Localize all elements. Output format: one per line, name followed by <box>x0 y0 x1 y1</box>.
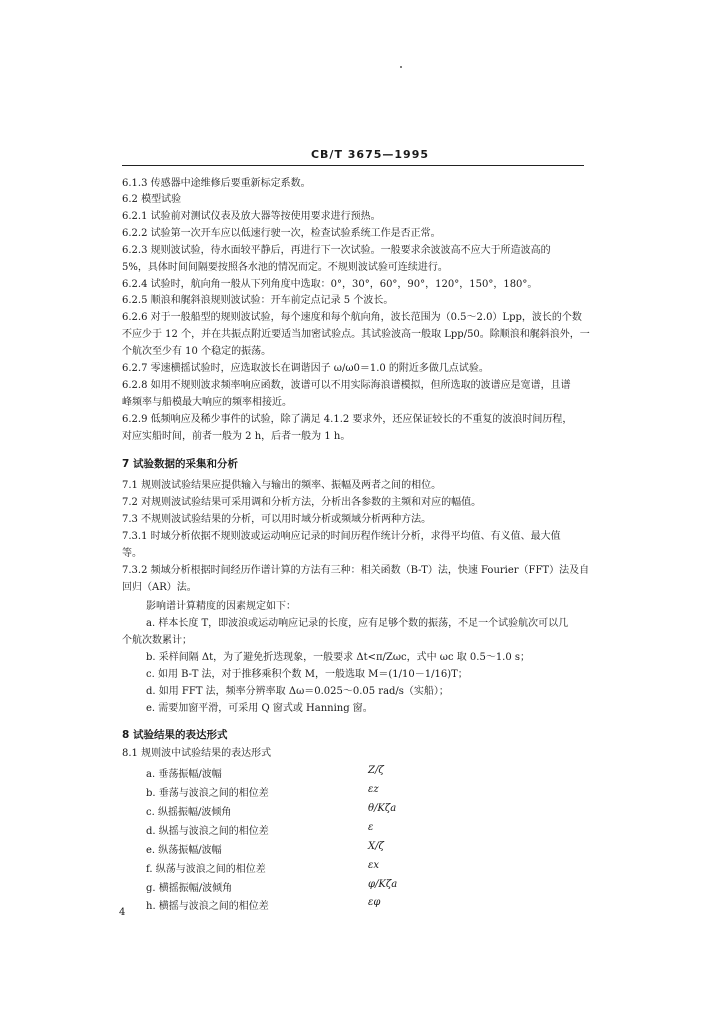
scan-speck <box>400 66 402 68</box>
text-line: 等。 <box>122 548 142 559</box>
list-item-continuation: 个航次数累计； <box>122 635 192 646</box>
result-item-symbol: φ/Kζa <box>368 879 398 890</box>
text-line: 7.3.2 频域分析根据时间经历作谱计算的方法有三种：相关函数（B-T）法，快速 Fourier（FFT）法及自 <box>122 565 590 576</box>
result-item-label: e. 纵荡振幅/波幅 <box>146 845 222 856</box>
text-line: 6.2.4 试验时，航向角一般从下列角度中选取：0°，30°，60°，90°，120°，150°，180°。 <box>122 279 538 290</box>
list-item: c. 如用 B-T 法，对于推移乘积个数 M，一般选取 M＝(1/10－1/16)T； <box>146 669 468 680</box>
text-line: 7.2 对规则波试验结果可采用调和分析方法，分析出各参数的主频和对应的幅值。 <box>122 497 482 508</box>
result-item-symbol: εφ <box>368 897 381 908</box>
result-item-symbol: εx <box>368 860 380 871</box>
text-line: 7.3.1 时域分析依据不规则波或运动响应记录的时间历程作统计分析，求得平均值、有义值、最大值 <box>122 531 561 542</box>
text-line: 6.2.3 规则波试验，待水面较平静后，再进行下一次试验。一般要求余波波高不应大于所造波高的 <box>122 245 551 256</box>
result-item-symbol: Z/ζ <box>368 765 384 776</box>
section-7-heading: 7 试验数据的采集和分析 <box>122 458 238 470</box>
subsection-heading: 8.1 规则波中试验结果的表达形式 <box>122 748 272 759</box>
text-line: 6.2.2 试验第一次开车应以低速行驶一次，检查试验系统工作是否正常。 <box>122 228 441 239</box>
list-item: e. 需要加窗平滑，可采用 Q 窗式或 Hanning 窗。 <box>146 703 373 714</box>
result-item-label: b. 垂荡与波浪之间的相位差 <box>146 788 269 799</box>
result-item-symbol: θ/Kζa <box>368 803 397 814</box>
text-line: 不应少于 12 个，并在共振点附近要适当加密试验点。其试验波高一般取 Lpp/50。除顺浪和艉斜浪外，一 <box>122 329 590 340</box>
list-item: a. 样本长度 T，即波浪或运动响应记录的长度，应有足够个数的振荡，不足一个试验航次可以几 <box>146 618 569 629</box>
text-line: 7.1 规则波试验结果应提供输入与输出的频率、振幅及两者之间的相位。 <box>122 480 442 491</box>
text-line: 6.2.6 对于一般船型的规则波试验，每个速度和每个航向角，波长范围为（0.5～2.0）Lpp，波长的个数 <box>122 312 582 323</box>
list-item: d. 如用 FFT 法，频率分辨率取 Δω＝0.025～0.05 rad/s（实船）； <box>146 686 449 697</box>
text-line: 6.2.7 零速横摇试验时，应选取波长在调谐因子 ω/ω0＝1.0 的附近多做几点试验。 <box>122 363 489 374</box>
result-item-symbol: X/ζ <box>368 841 384 852</box>
text-line: 6.2.8 如用不规则波求频率响应函数，波谱可以不用实际海浪谱模拟，但所选取的波谱应是宽谱，且谱 <box>122 380 571 391</box>
text-line: 5%，具体时间间隔要按照各水池的情况而定。不规则波试验可连续进行。 <box>122 262 448 273</box>
text-line: 峰频率与船模最大响应的频率相接近。 <box>122 397 292 408</box>
text-line: 6.2.5 顺浪和艉斜浪规则波试验：开车前定点记录 5 个波长。 <box>122 295 394 306</box>
text-line: 回归（AR）法。 <box>122 582 197 593</box>
result-item-label: a. 垂荡振幅/波幅 <box>146 769 222 780</box>
section-8-heading: 8 试验结果的表达形式 <box>122 729 228 741</box>
result-item-label: g. 横摇振幅/波倾角 <box>146 883 233 894</box>
result-item-label: h. 横摇与波浪之间的相位差 <box>146 901 269 912</box>
text-line: 对应实船时间，前者一般为 2 h，后者一般为 1 h。 <box>122 431 351 442</box>
text-line: 6.2.9 低频响应及稀少事件的试验，除了满足 4.1.2 要求外，还应保证较长的不重复的波浪时间历程， <box>122 414 573 425</box>
result-item-label: d. 纵摇与波浪之间的相位差 <box>146 826 269 837</box>
list-item: b. 采样间隔 Δt，为了避免折迭现象，一般要求 Δt<π/Zωc，式中 ωc 取 0.5～1.0 s； <box>146 652 531 663</box>
result-item-label: c. 纵摇振幅/波倾角 <box>146 807 232 818</box>
result-item-label: f. 纵荡与波浪之间的相位差 <box>146 864 266 875</box>
text-line: 个航次至少有 10 个稳定的振荡。 <box>122 346 272 357</box>
result-item-symbol: εz <box>368 784 379 795</box>
page-number: 4 <box>119 907 126 918</box>
text-line: 影响谱计算精度的因素规定如下： <box>146 601 296 612</box>
text-line: 6.2.1 试验前对测试仪表及放大器等按使用要求进行预热。 <box>122 211 381 222</box>
page-header: CB/T 3675—1995 <box>310 148 430 161</box>
text-line: 6.2 模型试验 <box>122 194 182 205</box>
header-rule <box>122 165 584 166</box>
text-line: 7.3 不规则波试验结果的分析，可以用时域分析或频域分析两种方法。 <box>122 514 432 525</box>
result-item-symbol: ε <box>368 822 374 833</box>
text-line: 6.1.3 传感器中途维修后要重新标定系数。 <box>122 178 311 189</box>
